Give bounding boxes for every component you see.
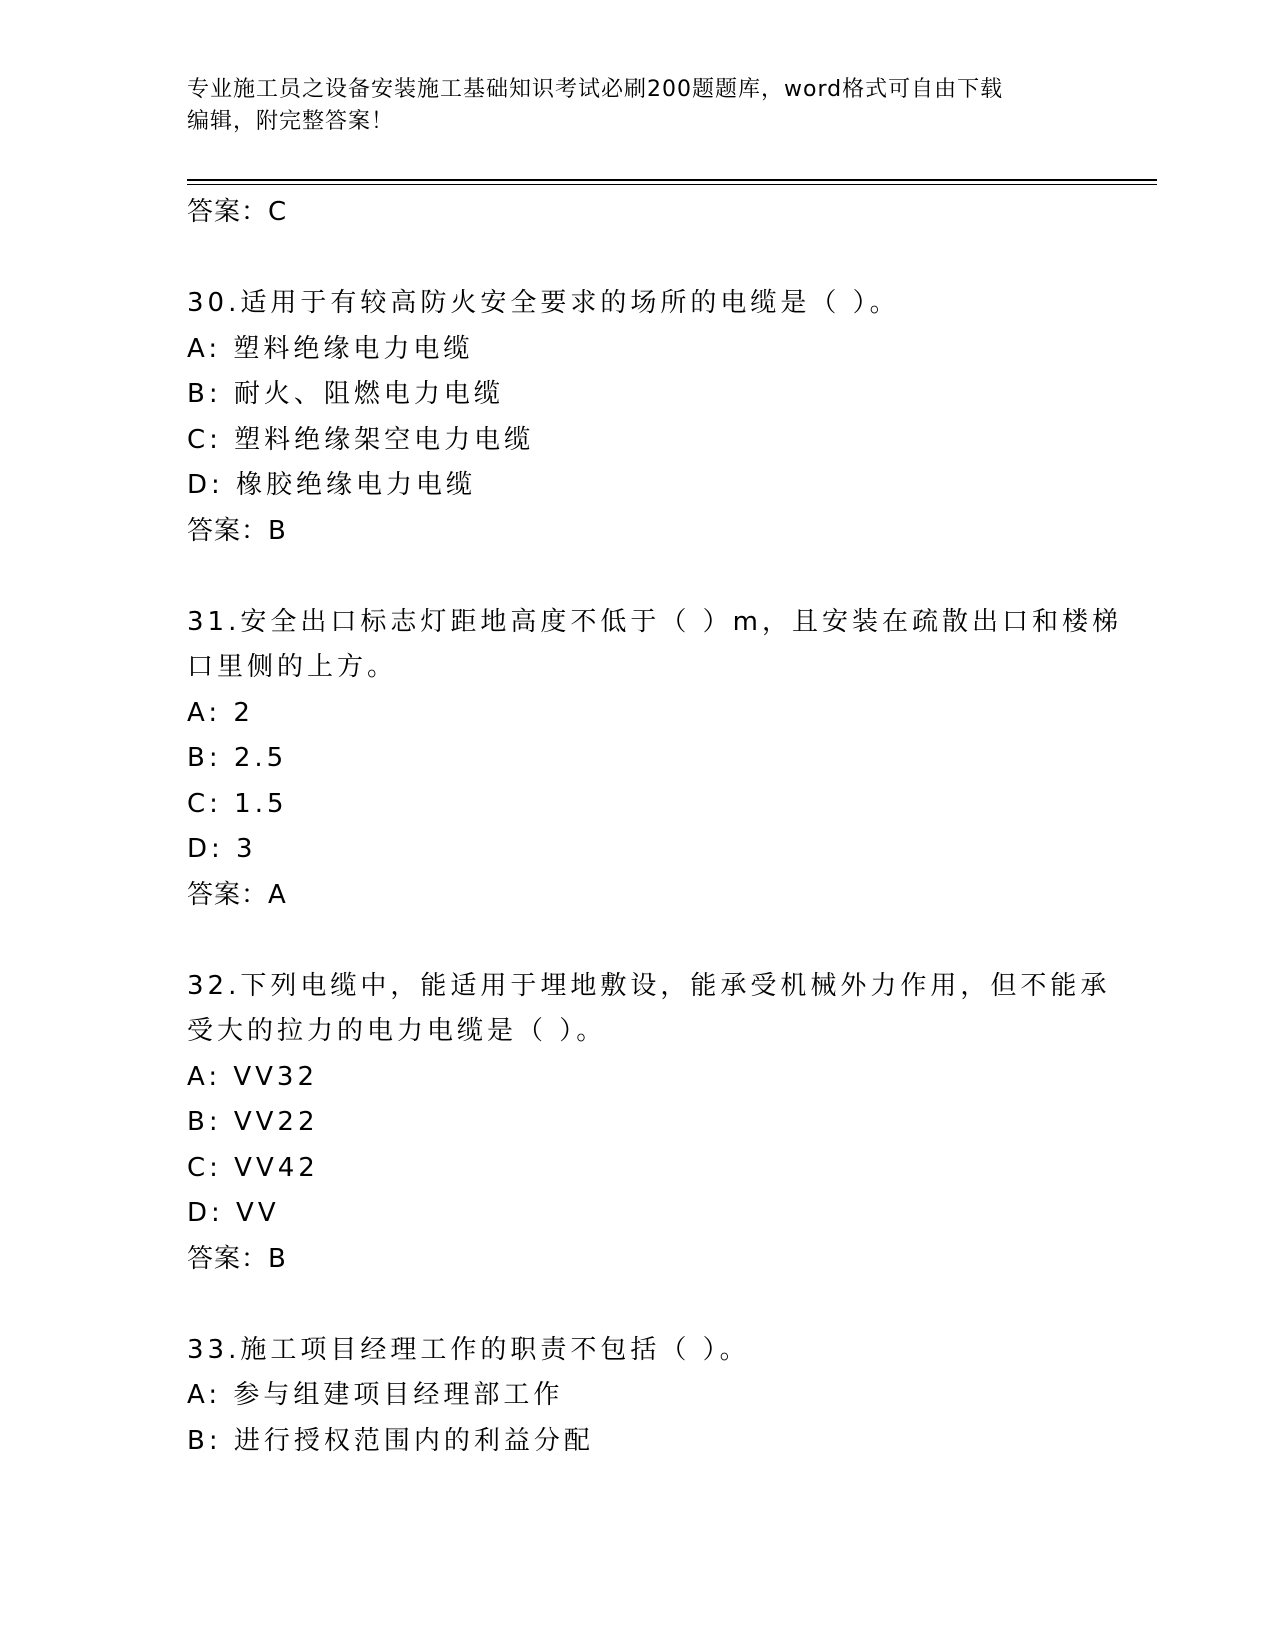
option-a: A: 参与组建项目经理部工作 — [187, 1380, 564, 1410]
spacer — [187, 918, 1087, 964]
spacer — [187, 1282, 1087, 1328]
option-c: C: 1.5 — [187, 788, 288, 819]
question-block — [187, 1328, 1087, 1465]
document-page — [187, 0, 1157, 1650]
page-header — [187, 74, 1087, 138]
answer-line: 答案：C — [187, 197, 288, 227]
option-d: D: 3 — [187, 834, 257, 864]
question-list — [187, 190, 1122, 1464]
option-b: B: 2.5 — [187, 743, 288, 773]
option-c: C: VV42 — [187, 1152, 319, 1183]
option-d: D: VV — [187, 1198, 280, 1228]
question-stem-continued: 受大的拉力的电力电缆是（ ）。 — [187, 1016, 607, 1046]
spacer — [187, 236, 1087, 282]
answer-line: 答案：B — [187, 1243, 287, 1274]
answer-line: 答案：B — [187, 515, 287, 546]
option-c: C: 塑料绝缘架空电力电缆 — [187, 424, 535, 455]
answer-line: 答案：A — [187, 879, 287, 910]
option-b: B: 进行授权范围内的利益分配 — [187, 1425, 594, 1456]
question-block — [187, 964, 1111, 1283]
question-block — [187, 281, 1087, 554]
question-stem: 31.安全出口标志灯距地高度不低于（ ）m，且安装在疏散出口和楼梯 — [187, 606, 1122, 637]
option-b: B: 耐火、阻燃电力电缆 — [187, 379, 504, 409]
spacer — [187, 554, 1087, 600]
question-stem-continued: 口里侧的上方。 — [187, 652, 398, 682]
option-a: A: VV32 — [187, 1061, 319, 1092]
header-line-1: 专业施工员之设备安装施工基础知识考试必刷200题题库，word格式可自由下载 — [187, 77, 1004, 102]
question-stem: 30.适用于有较高防火安全要求的场所的电缆是（ ）。 — [187, 288, 900, 318]
question-stem: 33.施工项目经理工作的职责不包括（ ）。 — [187, 1334, 750, 1365]
header-line-2: 编辑，附完整答案！ — [187, 109, 395, 134]
option-d: D: 橡胶绝缘电力电缆 — [187, 470, 477, 500]
question-block — [187, 600, 1122, 919]
option-b: B: VV22 — [187, 1107, 319, 1137]
header-divider — [187, 179, 1157, 185]
option-a: A: 塑料绝缘电力电缆 — [187, 333, 474, 364]
option-a: A: 2 — [187, 697, 254, 728]
question-stem: 32.下列电缆中，能适用于埋地敷设，能承受机械外力作用，但不能承 — [187, 970, 1111, 1001]
